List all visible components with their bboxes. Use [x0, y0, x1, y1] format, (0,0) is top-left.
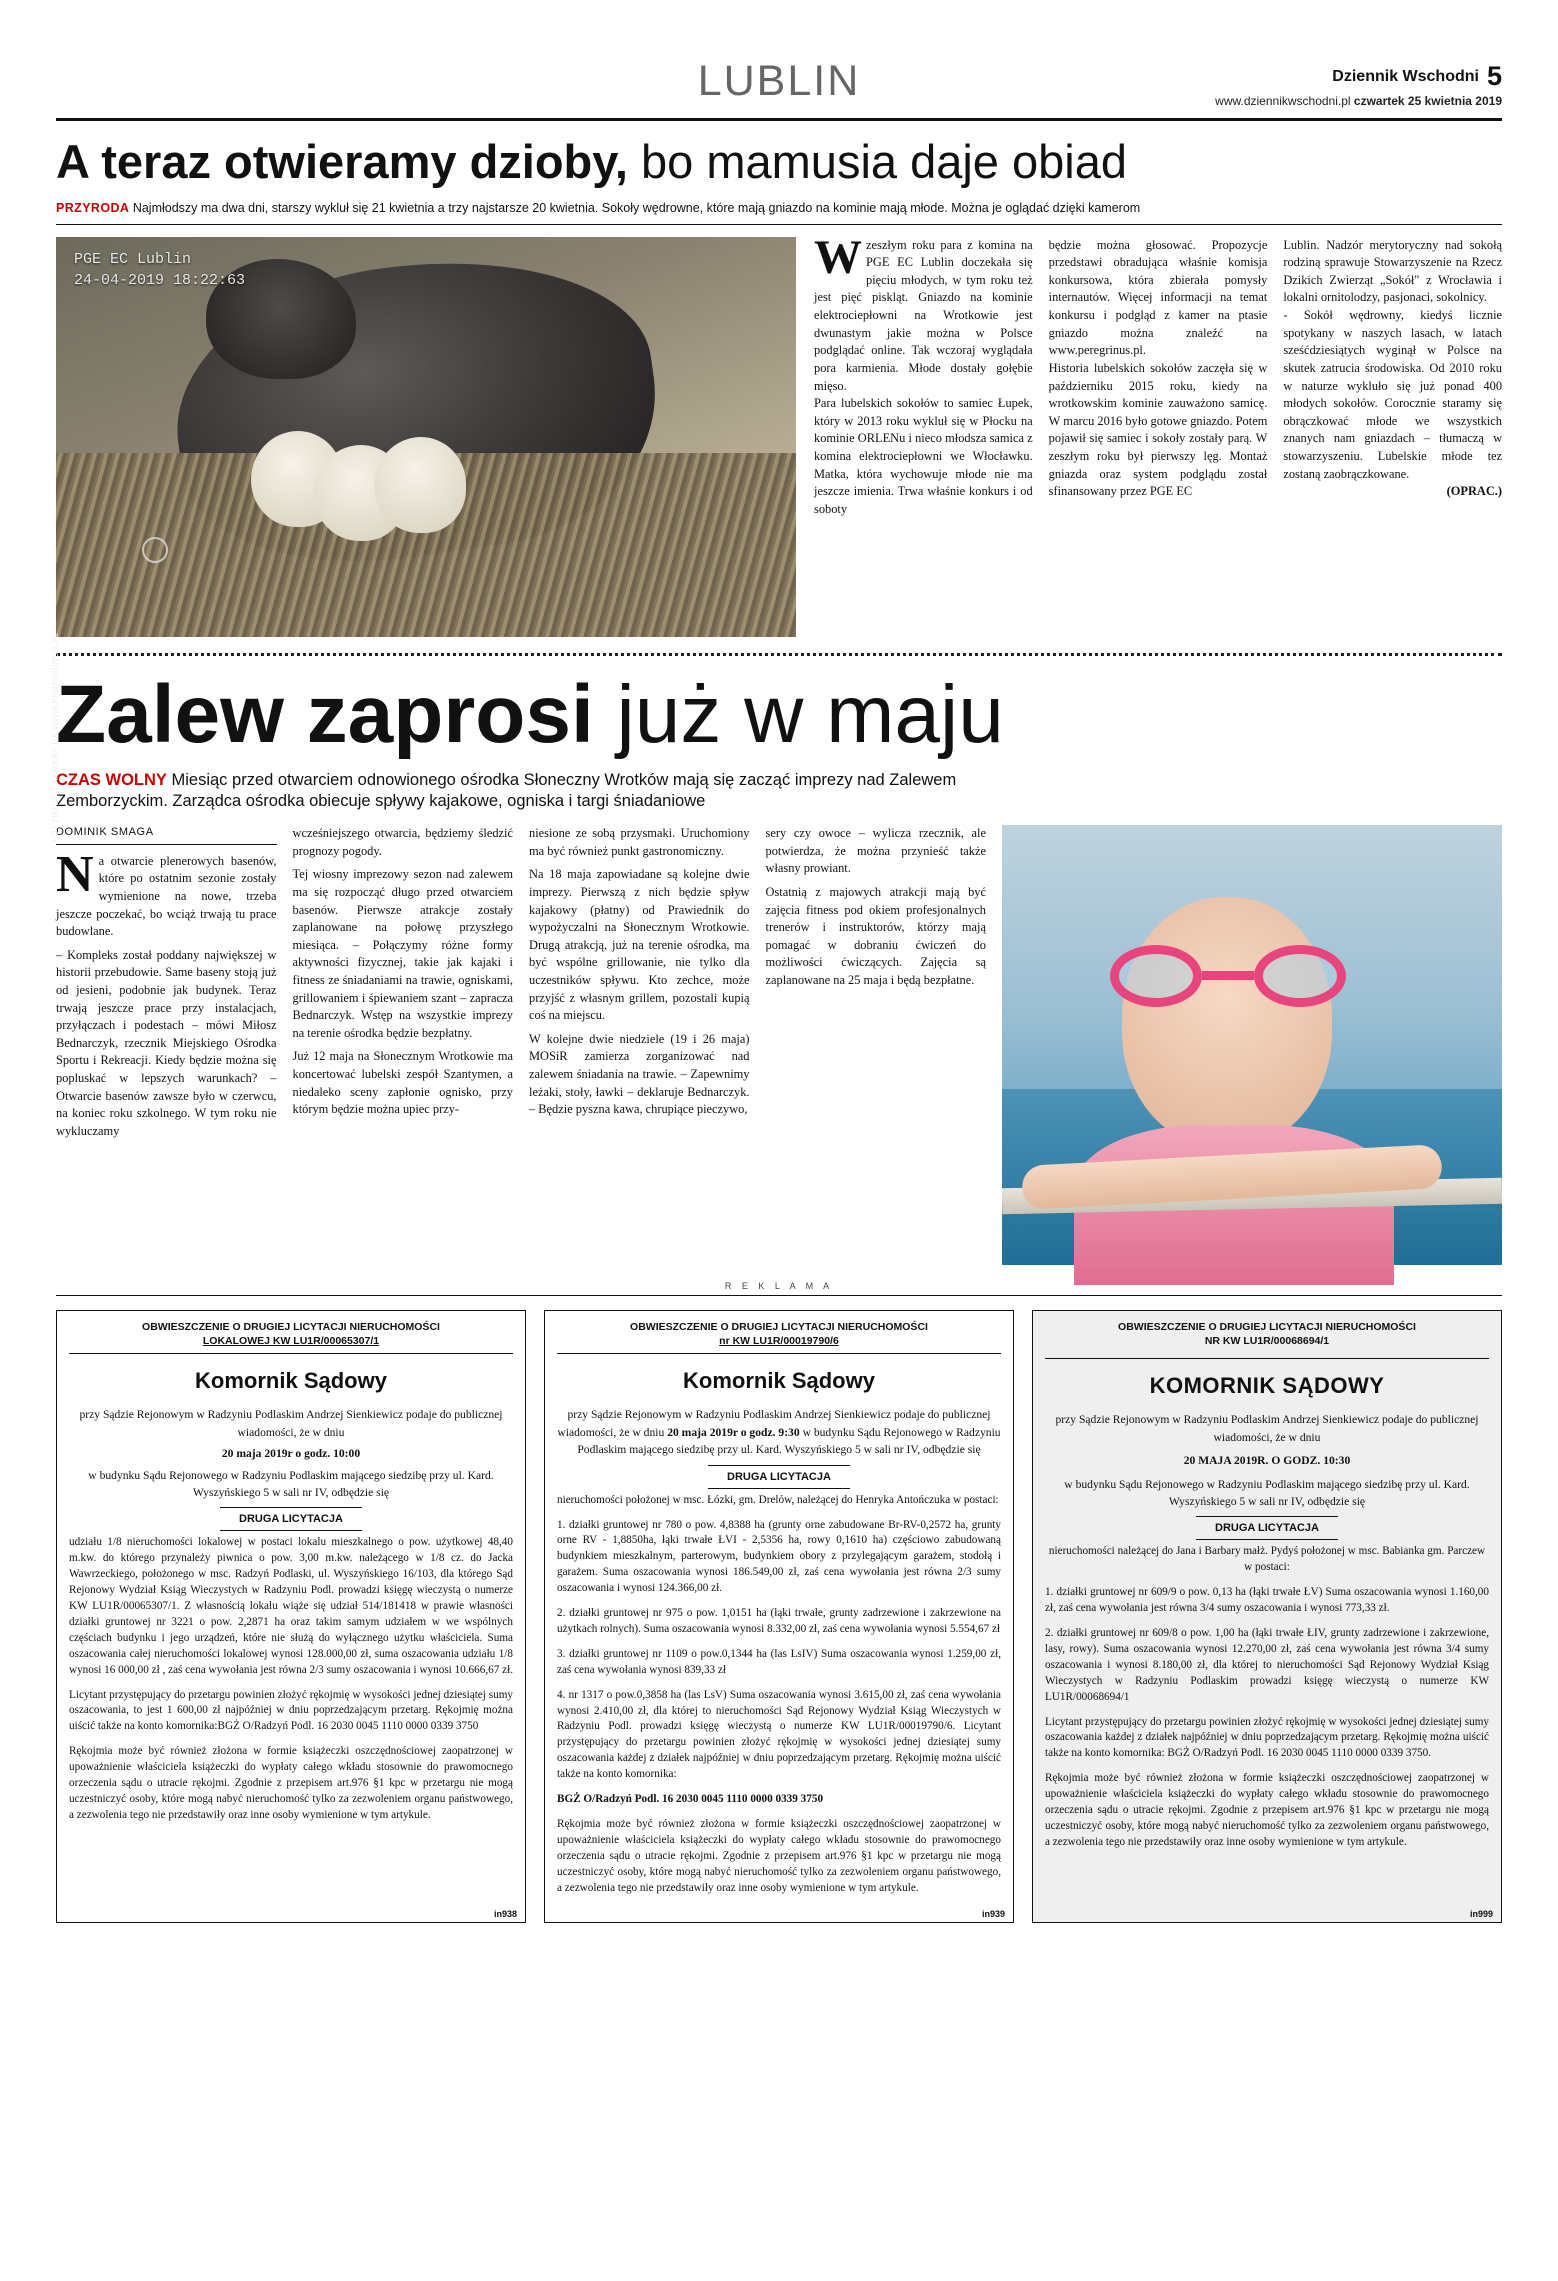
story1-column-2 [1049, 237, 1268, 637]
notice-bank-account: BGŻ O/Radzyń Podl. 16 2030 0045 1110 0000 0339 3750 [557, 1793, 824, 1806]
masthead-meta [1215, 94, 1502, 108]
notice-subtitle: DRUGA LICYTACJA [69, 1513, 513, 1525]
story2-paragraph [56, 845, 277, 941]
notice-title: Komornik Sądowy [683, 1368, 875, 1394]
notices-row [56, 1310, 1502, 1922]
story2-c3-p1: niesione ze sobą przysmaki. Uruchomiony ma być również punkt gastronomiczny. [529, 826, 750, 858]
story2-column-4 [766, 825, 987, 1265]
story1-column-1 [814, 230, 1033, 637]
notice-paragraph: nieruchomości położonej w msc. Łózki, gm. Drelów, należącej do Henryka Antończuka w postaci: [557, 1493, 999, 1506]
notice-header-line2: NR KW LU1R/00068694/1 [1204, 1334, 1330, 1347]
notice-intro-text: przy Sądzie Rejonowym w Radzyniu Podlaskim Andrzej Sienkiewicz podaje do publicznej wiadomości, że w dniu [1055, 1413, 1479, 1444]
notice-code: in999 [1469, 1908, 1493, 1919]
notice-paragraph: Licytant przystępujący do przetargu powinien złożyć rękojmię w wysokości jednej dziesiątej sumy oszacowania, to jest 1 600,00 zł najpóźniej w dniu poprzedzającym przetarg. Rękojmię można uiścić także na konto komornika:BGŻ O/Radzyń Podl. 16 2030 0045 1110 0000 0339 3750 [69, 1688, 513, 1733]
photo-timestamp [74, 249, 245, 293]
story2-column-3 [529, 825, 750, 1265]
notice-intro-text2: w budynku Sądu Rejonowego w Radzyniu Podlaskim mającego siedzibę przy ul. Kard. Wyszyńskiego 5 w sali nr IV, odbędzie się [88, 1468, 494, 1499]
story1-headline [56, 137, 1502, 188]
notice-paragraph: Licytant przystępujący do przetargu powinien złożyć rękojmię w wysokości jednej dziesiątej sumy oszacowania każdej z działek najpóźniej w dniu poprzedzającym przetarg. Rękojmię można uiścić także na konto komornika: BGŻ O/Radzyń Podl. 16 2030 0045 1110 0000 0339 3750. [1045, 1715, 1489, 1760]
masthead-right [1215, 61, 1502, 108]
notice-intro-text: przy Sądzie Rejonowym w Radzyniu Podlaskim Andrzej Sienkiewicz podaje do publicznej wiadomości, że w dniu [79, 1408, 503, 1439]
page-number: 5 [1486, 61, 1502, 91]
notice-intro-text2: w budynku Sądu Rejonowego w Radzyniu Podlaskim mającego siedzibę przy ul. Kard. Wyszyńskiego 5 w sali nr IV, odbędzie się [577, 1425, 1001, 1457]
notice-body [557, 1493, 1001, 1897]
notice-body [1045, 1544, 1489, 1850]
story2-c1-p2: – Kompleks został poddany największej w historii przebudowie. Same baseny stoją już od jesieni, podobnie jak budynek. Teraz trwają jeszcze prace przy instalacjach, przyłączach i podestach – mówi Miłosz Bednarczyk, rzecznik Miejskiego Ośrodka Sportu i Rekreacji. Kiedy będzie można się popluskać w lepszych warunkach? – Otwarcie basenów zawsze było w czerwcu, na koniec roku szkolnego. W tym roku nie wykluczamy [56, 947, 277, 1138]
story1-rule [56, 224, 1502, 225]
notice-header-line1: OBWIESZCZENIE O DRUGIEJ LICYTACJI NIERUCHOMOŚCI [142, 1321, 440, 1334]
section-divider [56, 653, 1502, 656]
story1-headline-rest: bo mamusia daje obiad [627, 135, 1127, 188]
notice-paragraph: 1. działki gruntowej nr 780 o pow. 4,8388 ha (grunty orne zabudowane Br-RV-0,2572 ha, grunty orne RV - 1,8850ha, łąki trwałe ŁVI - 2,5356 ha, rowy 0,1610 ha) częściowo zabudowaną budynkiem mieszkalnym, parterowym, budynkiem obory z przylegającym garażem, stodołą i garażem. Suma oszacowania wynosi 186.549,00 zł, zaś cena wywołania jest równa 2/3 sumy oszacowania i wynosi 124.366,00 zł. [557, 1518, 1001, 1595]
notice-intro-text2: w budynku Sądu Rejonowego w Radzyniu Podlaskim mającego siedzibę przy ul. Kard. Wyszyńskiego 5 w sali nr IV, odbędzie się [1064, 1477, 1470, 1508]
camera-location-label: PGE EC Lublin [74, 250, 192, 268]
story1-lead-text: Najmłodszy ma dwa dni, starszy wykluł się 21 kwietnia a trzy najstarsze 20 kwietnia. Sokoły wędrowne, które mają gniazdo na kominie mają młode. Można je oglądać dzięki kamerom [129, 200, 1141, 215]
story1-c3-p2: - Sokół wędrowny, kiedyś licznie spotykany w naszych lasach, w latach sześćdziesiątych wyginął w Polsce na skutek zatrucia środowiska. Od 2010 roku w naturze wykluło się już ponad 400 młodych sokołów. Corocznie staramy się obrączkować młode we wszystkich znanych nam gniazdach – tłumaczą w stowarzyszeniu. Lubelskie młode tez zostaną zaobrączkowane. [1283, 308, 1503, 481]
notice-intro [69, 1406, 513, 1501]
camera-datetime-label: 24-04-2019 18:22:63 [74, 272, 246, 290]
story1-c2-p1: będzie można głosować. Propozycje przedstawi obradująca właśnie komisja konkursowa, która zbierała pomysły internautów. Więcej informacji na temat konkursu i podgląd z kamer na ptasie gniazdo można znaleźć na www.peregrinus.pl. [1048, 237, 1268, 358]
notice-code: in938 [493, 1908, 517, 1919]
story2-column-2 [293, 825, 514, 1265]
story1-c2-p2: Historia lubelskich sokołów zaczęła się w październiku 2015 roku, kiedy na wrotkowskim kominie zauważono samicę. W marcu 2016 było gotowe gniazdo. Potem pojawił się samiec i sokoły zostały parą. W zeszłym roku był pierwszy lęg. Montaż gniazda oraz system podglądu został sfinansowany przez PGE EC [1048, 360, 1268, 499]
notice-auction-datetime: 20 MAJA 2019R. O GODZ. 10:30 [1183, 1454, 1351, 1468]
notice-auction-datetime: 20 maja 2019r o godz. 9:30 [667, 1425, 800, 1439]
notice-subtitle: DRUGA LICYTACJA [1045, 1522, 1489, 1534]
story2-headline-rest: już w maju [593, 668, 1004, 760]
notice-header-line2: LOKALOWEJ KW LU1R/00065307/1 [202, 1334, 380, 1347]
notice-code: in939 [981, 1908, 1005, 1919]
reklama-rule [56, 1295, 1502, 1296]
paper-name: Dziennik Wschodni [1332, 68, 1479, 85]
notice-title: Komornik Sądowy [195, 1368, 387, 1394]
notice-card [56, 1310, 526, 1922]
website-url: www.dziennikwschodni.pl [1215, 94, 1351, 108]
notice-subtitle: DRUGA LICYTACJA [557, 1471, 1001, 1483]
story1-c1-p2: Para lubelskich sokołów to samiec Łupek, który w 2013 roku wykluł się w Płocku na kominie ORLENu i nieco młodsza samica z komina elektrociepłowni we Włocławku. Matka, która wychowuje młode nie ma jeszcze imienia. Trwa właśnie konkurs i od soboty [814, 396, 1033, 516]
notice-header-line1: OBWIESZCZENIE O DRUGIEJ LICYTACJI NIERUCHOMOŚCI [630, 1321, 928, 1334]
story2-headline-bold: Zalew zaprosi [56, 668, 594, 760]
story1-c3-p1: Lublin. Nadzór merytoryczny nad sokołą rodziną sprawuje Stowarzyszenie na Rzecz Dzikich Zwierząt „Sokół" z Wrocławia i lokalni ornitolodzy, pasjonaci, sokolnicy. [1283, 237, 1503, 305]
story2-lead-text: Miesiąc przed otwarciem odnowionego ośrodka Słoneczny Wrotków mają się zacząć imprezy nad Zalewem Zemborzyckim. Zarządca ośrodka obiecuje spływy kajakowe, ogniska i targi śniadaniowe [56, 770, 957, 811]
notice-card [544, 1310, 1014, 1922]
byline: DOMINIK SMAGA [56, 825, 277, 845]
notice-paragraph: 2. działki gruntowej nr 975 o pow. 1,0151 ha (łąki trwałe, grunty zadrzewione i zakrzewione na użytkach rolnych). Suma oszacowania wynosi 8.332,00 zł, zaś cena wywołania wynosi 5.554,67 zł [557, 1607, 1001, 1635]
story2-c2-p3: Już 12 maja na Słonecznym Wrotkowie ma koncertować lubelski zespół Szantymen, a niedaleko sceny zapłonie ognisko, przy którym będzie można upiec przy- [292, 1049, 513, 1117]
notice-header [1045, 1321, 1489, 1353]
notice-paragraph: Rękojmia może być również złożona w formie książeczki oszczędnościowej zaopatrzonej w upoważnienie właściciela książeczki do wypłaty całego wkładu stosownie do prawomocnego orzeczenia sądu o utracie rękojmi. Zgodnie z przepisem art.976 §1 kpc w przetargu nie mogą uczestniczyć osoby, które mogą nabyć nieruchomość tylko za zezwoleniem organu państwowego, a zezwolenia tego nie przedstawiły oraz inne osoby wymienione w tym artykule. [557, 1818, 1001, 1894]
story1-columns [814, 230, 1503, 637]
notice-auction-datetime: 20 maja 2019r o godz. 10:00 [221, 1447, 361, 1461]
notice-paragraph: Rękojmia może być również złożona w formie książeczki oszczędnościowej zaopatrzonej w upoważnienie właściciela książeczki do wypłaty całego wkładu stosownie do prawomocnego orzeczenia sądu o utracie rękojmi. Zgodnie z przepisem art.976 §1 kpc w przetargu nie mogą uczestniczyć osoby, które mogą nabyć nieruchomość tylko za zezwoleniem organu państwowego, a zezwolenia tego nie przedstawiły oraz inne osoby wymienione w tym artykule. [69, 1745, 513, 1821]
story2-c2-p2: Tej wiosny imprezowy sezon nad zalewem ma się rozpocząć długo przed otwarciem basenów. Pierwsze atrakcje zostały zaplanowane na połowę przyszłego miesiąca. – Połączymy różne formy aktywności fizycznej, takie jak kajaki i fitness ze śniadaniami na trawie, ogniskami, grillowaniem i śpiewaniem szant – zapracza Bednarczyk. Wstęp na wszystkie imprezy na terenie ośrodka będzie bezpłatny. [292, 867, 513, 1040]
story2-c2-p1: wcześniejszego otwarcia, będziemy śledzić prognozy pogody. [292, 826, 513, 858]
notice-intro [557, 1406, 1001, 1458]
notice-intro-text: przy Sądzie Rejonowym w Radzyniu Podlaskim Andrzej Sienkiewicz podaje do publicznej wiadomości, że w dniu [557, 1408, 991, 1439]
dropcap: W [814, 230, 862, 284]
story2-c3-p2: Na 18 maja zapowiadane są kolejne dwie imprezy. Pierwszą z nich będzie spływ kajakowy (płatny) od Prawiednik do wypożyczalni na Słonecznym Wrotkowie. Drugą atrakcją, już na terenie ośrodka, ma być wspólne grillowanie, nie tylko dla uczestników spływu. Kto zechce, może przyjść z własnym grillem, pozostali kupią coś na miejscu. [529, 867, 750, 1023]
chick-shape [374, 437, 466, 533]
notice-header-line1: OBWIESZCZENIE O DRUGIEJ LICYTACJI NIERUCHOMOŚCI [1118, 1321, 1416, 1334]
masthead-rule [56, 118, 1502, 121]
notice-title: KOMORNIK SĄDOWY [1149, 1373, 1385, 1399]
masthead [56, 48, 1502, 112]
notice-paragraph: Rękojmia może być również złożona w formie książeczki oszczędnościowej zaopatrzonej w upoważnienie właściciela książeczki do wypłaty całego wkładu stosownie do prawomocnego orzeczenia sądu o utracie rękojmi. Zgodnie z przepisem art.976 §1 kpc w przetargu nie mogą uczestniczyć osoby, które mogą nabyć nieruchomość tylko za zezwoleniem organu państwowego, a zezwolenia tego nie przedstawiły oraz inne osoby wymienione w tym artykule. [1045, 1772, 1489, 1848]
story2-body [56, 825, 1502, 1265]
issue-date: czwartek 25 kwietnia 2019 [1353, 94, 1502, 108]
story1-lead [56, 200, 1502, 217]
dropcap: N [56, 845, 94, 903]
notice-paragraph: 2. działki gruntowej nr 609/8 o pow. 1,00 ha (łąki trwałe ŁIV, grunty zadrzewione i zakrzewione, lasy, rowy). Suma oszacowania wynosi 12.270,00 zł, zaś cena wywołania jest równa 3/4 sumy oszacowania i wynosi 8.180,00 zł, dla której to nieruchomości Sąd Rejonowy Wydział Ksiąg Wieczystych w Radzyniu Podlaskim prowadzi księgę wieczystą o numerze KW LU1R/00068694/1 [1045, 1627, 1489, 1703]
story2-kicker: CZAS WOLNY [56, 770, 167, 789]
notice-intro [1045, 1411, 1489, 1510]
photo-credit: FOT.ZRZUT Z KAMERY NA WWW.PEREGRINUS.PL [51, 632, 60, 843]
face-shape [1122, 897, 1332, 1147]
story2-column-1 [56, 825, 277, 1265]
notice-header [69, 1321, 513, 1354]
notice-header-line2: nr KW LU1R/00019790/6 [719, 1334, 839, 1347]
story2-headline [56, 668, 1502, 760]
reklama-label: R E K L A M A [724, 1281, 834, 1292]
notice-body [69, 1535, 513, 1823]
notice-paragraph: 4. nr 1317 o pow.0,3858 ha (las LsV) Suma oszacowania wynosi 3.615,00 zł, zaś cena wywołania wynosi 2.410,00 zł, dla której to nieruchomości Sąd Rejonowy Wydział Ksiąg Wieczystych w Radzyniu Podl. prowadzi księgę wieczystą o numerze KW LU1R/00019790/6. Licytant przystępujący do przetargu powinien złożyć rękojmię w wysokości jednej dziesiątej sumy oszacowania każdej z działek najpóźniej w dniu poprzedzającym przetarg. Rękojmię można uiścić także na konto komornika: [557, 1688, 1001, 1781]
story2-c3-p3: W kolejne dwie niedziele (19 i 26 maja) MOSiR zamierza zorganizować nad zalewem śniadania na trawie. – Zapewnimy leżaki, stoły, ławki – deklaruje Bednarczyk. – Będzie pyszna kawa, chrupiące pieczywo, [529, 1031, 750, 1117]
swim-goggles-icon [1110, 945, 1346, 1007]
swimmer-girl-photo [1002, 825, 1502, 1265]
notice-paragraph: udziału 1/8 nieruchomości lokalowej w postaci lokalu mieszkalnego o pow. użytkowej 48,40 m.kw. do którego przynależy piwnica o pow. 3,00 m.kw. należącego w 1/8 cz. do Jacka Wawrzeckiego, położonego w msc. Radzyń Podlaski, ul. Wyszyńskiego 16/103, dla którego Sąd Rejonowy Wydział Ksiąg Wieczystych w Radzyniu Podl. prowadzi księgę wieczystą o numerze KW LU1R/00065307/1. Z własnością lokalu wiąże się udział 514/181418 w prawie własności działki gruntowej nr 3221 o pow. 2,2871 ha oraz takim samym udziałem w we wspólnych częściach budynku i jego urządzeń, które nie służą do wyłącznego użytku właściciela. Suma oszacowania całej nieruchomości lokalowej wynosi 128.000,00 zł, suma oszacowania udziału 1/8 wynosi 16 000,00 zł , zaś cena wywołania jest równa 2/3 sumy oszacowania i wynosi 10.666,67 zł. [69, 1536, 513, 1676]
story2-c4-p1: sery czy owoce – wylicza rzecznik, ale potwierdza, że można przynieść także własny prowiant. [765, 826, 986, 876]
section-title: LUBLIN [697, 57, 861, 105]
notice-paragraph: nieruchomości należącej do Jana i Barbary małż. Pydyś położonej w msc. Babianka gm. Parczew w postaci: [1048, 1545, 1486, 1574]
story2-lead [56, 770, 1046, 814]
story2-c1-p1: a otwarcie plenerowych basenów, które po ostatnim sezonie zostały wymienione na nowe, trzeba jeszcze poczekać, bo wciąż trwają tu prace budowlane. [56, 853, 277, 939]
story2-c4-p2: Ostatnią z majowych atrakcji mają być zajęcia fitness pod okiem profesjonalnych trenerów i instruktorów, którzy mają pomagać w dobraniu ćwiczeń do możliwości ćwiczących. Zajęcia są zaplanowane na 25 maja i będą bezpłatne. [765, 884, 986, 988]
story1-headline-bold: A teraz otwieramy dzioby, [56, 135, 628, 188]
camera-logo-icon [142, 537, 168, 563]
story2-columns [56, 825, 986, 1265]
story1-c1-p1: zeszłym roku para z komina na PGE EC Lublin doczekała się pięciu młodych, w tym roku też jest pięć piskląt. Gniazdo na kominie elektrociepłowni na Wrotkowie jest dwunastym jakie można w Polsce podglądać online. Tak wczoraj wyglądała pora karmienia. Młode dostały gołębie mięso. [814, 237, 1033, 393]
story1-column-3 [1283, 237, 1502, 637]
story1-signoff: (OPRAC.) [1446, 484, 1503, 499]
notice-header [557, 1321, 1001, 1354]
story1-kicker: PRZYRODA [56, 200, 130, 215]
notice-paragraph: 1. działki gruntowej nr 609/9 o pow. 0,13 ha (łąki trwałe ŁV) Suma oszacowania wynosi 1.160,00 zł, zaś cena wywołania jest równa 3/4 sumy oszacowania i wynosi 773,33 zł. [1045, 1586, 1489, 1615]
notice-paragraph: 3. działki gruntowej nr 1109 o pow.0,1344 ha (las LsIV) Suma oszacowania wynosi 1.259,00 zł, zaś cena wywołania wynosi 839,33 zł [557, 1647, 1001, 1676]
notice-card [1032, 1310, 1502, 1922]
story1-paragraph [814, 230, 1033, 395]
